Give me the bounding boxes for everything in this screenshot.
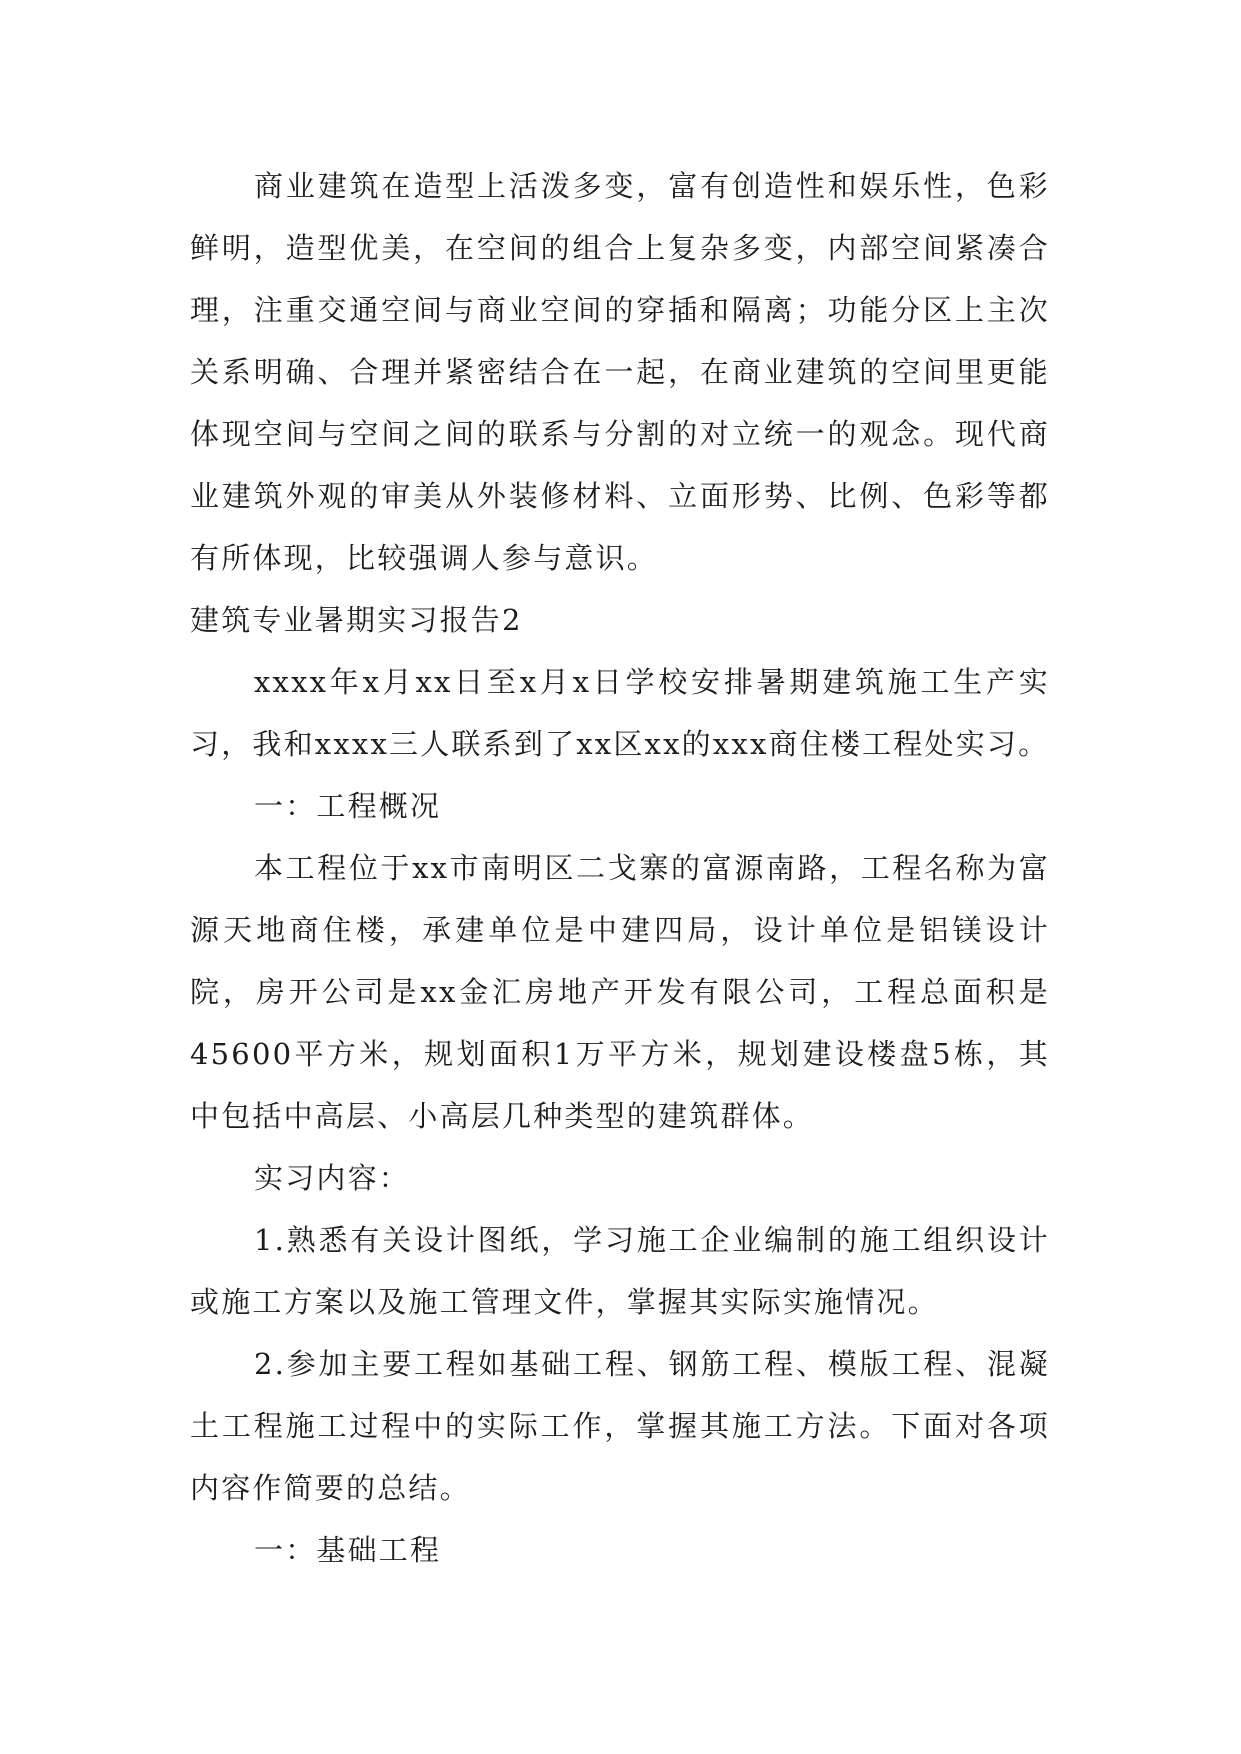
paragraph-internship-intro: xxxx年x月xx日至x月x日学校安排暑期建筑施工生产实习，我和xxxx三人联系到了xx区xx的xxx商住楼工程处实习。 [190,665,1050,761]
document-body [190,155,1050,1581]
report-title: 建筑专业暑期实习报告2 [190,603,523,637]
paragraph-project-overview: 本工程位于xx市南明区二戈寨的富源南路，工程名称为富源天地商住楼，承建单位是中建四局，设计单位是铝镁设计院，房开公司是xx金汇房地产开发有限公司，工程总面积是45600平方米，规划面积1万平方米，规划建设楼盘5栋，其中包括中高层、小高层几种类型的建筑群体。 [190,851,1050,1133]
list-item-2: 2.参加主要工程如基础工程、钢筋工程、模版工程、混凝土工程施工过程中的实际工作，掌握其施工方法。下面对各项内容作简要的总结。 [190,1347,1050,1505]
section-heading-internship-content: 实习内容： [254,1161,411,1195]
section-heading-foundation: 一：基础工程 [254,1533,442,1567]
list-item-1: 1.熟悉有关设计图纸，学习施工企业编制的施工组织设计或施工方案以及施工管理文件，掌握其实际实施情况。 [190,1223,1050,1319]
paragraph-commercial-building: 商业建筑在造型上活泼多变，富有创造性和娱乐性，色彩鲜明，造型优美，在空间的组合上复杂多变，内部空间紧凑合理，注重交通空间与商业空间的穿插和隔离；功能分区上主次关系明确、合理并紧密结合在一起，在商业建筑的空间里更能体现空间与空间之间的联系与分割的对立统一的观念。现代商业建筑外观的审美从外装修材料、立面形势、比例、色彩等都有所体现，比较强调人参与意识。 [190,169,1050,575]
section-heading-project-overview: 一：工程概况 [254,789,442,823]
